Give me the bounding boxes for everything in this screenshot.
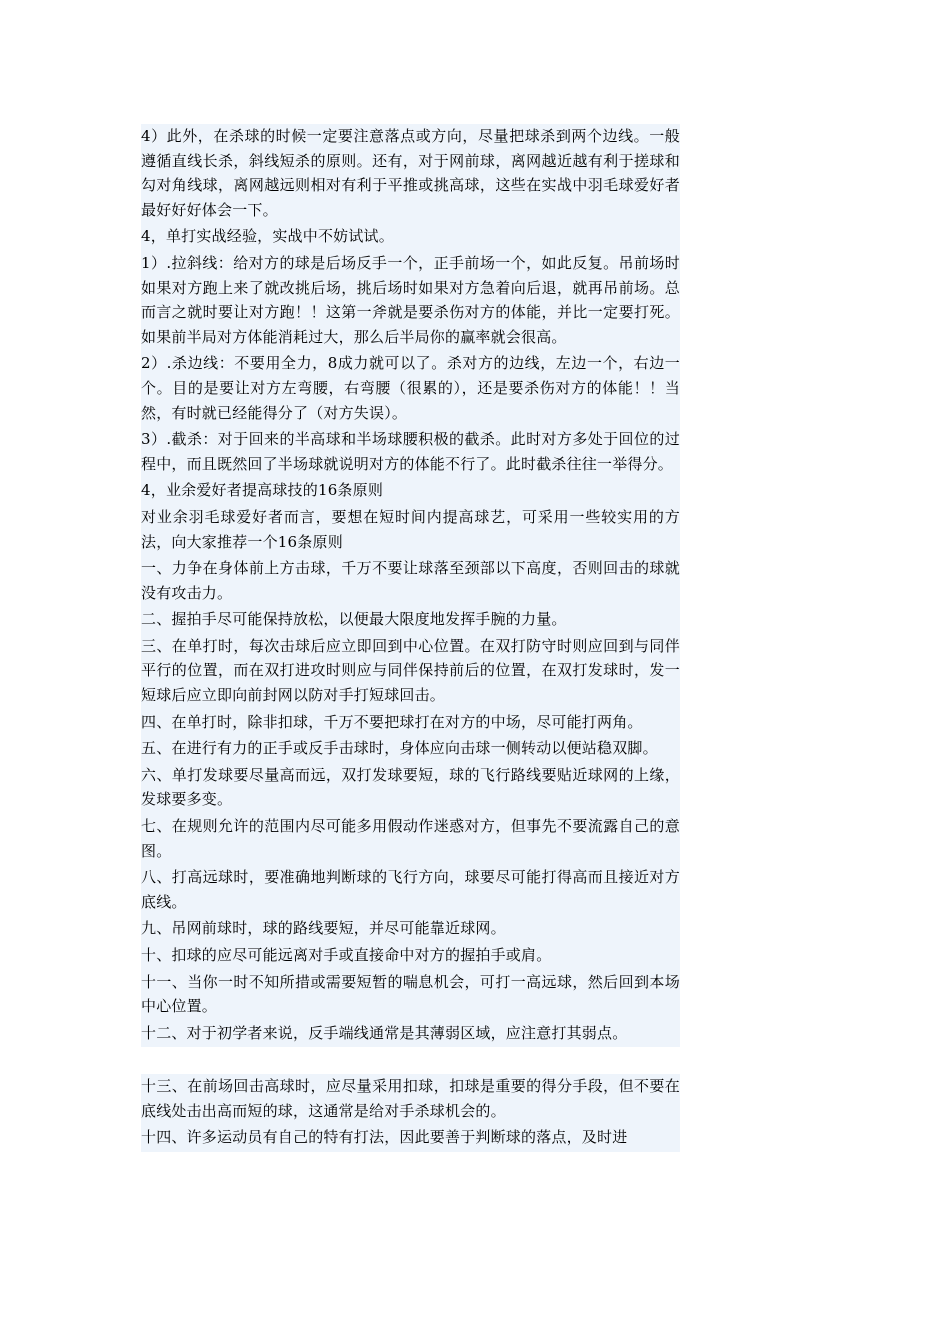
paragraph-smash-direction: 4）此外，在杀球的时候一定要注意落点或方向，尽量把球杀到两个边线。一般遵循直线长杀，斜线短杀的原则。还有，对于网前球，离网越近越有利于搓球和勾对角线球，离网越远则相对有利于平推或挑高球，这些在实战中羽毛球爱好者最好好好体会一下。 [141, 124, 680, 224]
principle-1: 一、力争在身体前上方击球，千万不要让球落至颈部以下高度，否则回击的球就没有攻击力。 [141, 556, 680, 607]
principle-2: 二、握拍手尽可能保持放松，以便最大限度地发挥手腕的力量。 [141, 607, 680, 634]
principle-12: 十二、对于初学者来说，反手端线通常是其薄弱区域，应注意打其弱点。 [141, 1021, 680, 1048]
heading-16-principles: 4，业余爱好者提高球技的16条原则 [141, 478, 680, 505]
principle-5: 五、在进行有力的正手或反手击球时，身体应向击球一侧转动以便站稳双脚。 [141, 736, 680, 763]
principle-13: 十三、在前场回击高球时，应尽量采用扣球，扣球是重要的得分手段，但不要在底线处击出高而短的球，这通常是给对手杀球机会的。 [141, 1074, 680, 1125]
principle-4: 四、在单打时，除非扣球，千万不要把球打在对方的中场，尽可能打两角。 [141, 710, 680, 737]
paragraph-diagonal: 1）.拉斜线：给对方的球是后场反手一个，正手前场一个，如此反复。吊前场时如果对方跑上来了就改挑后场，挑后场时如果对方急着向后退，就再吊前场。总而言之就时要让对方跑！！这第一斧就是要杀伤对方的体能，并比一定要打死。如果前半局对方体能消耗过大，那么后半局你的赢率就会很高。 [141, 251, 680, 351]
document-body [141, 124, 680, 1152]
principle-3: 三、在单打时，每次击球后应立即回到中心位置。在双打防守时则应回到与同伴平行的位置，而在双打进攻时则应与同伴保持前后的位置，在双打发球时，发一短球后应立即向前封网以防对手打短球回击。 [141, 634, 680, 710]
principle-10: 十、扣球的应尽可能远离对手或直接命中对方的握拍手或肩。 [141, 943, 680, 970]
principle-11: 十一、当你一时不知所措或需要短暂的喘息机会，可打一高远球，然后回到本场中心位置。 [141, 970, 680, 1021]
blank-line [141, 1047, 680, 1074]
principle-8: 八、打高远球时，要准确地判断球的飞行方向，球要尽可能打得高而且接近对方底线。 [141, 865, 680, 916]
paragraph-intro: 对业余羽毛球爱好者而言，要想在短时间内提高球艺，可采用一些较实用的方法，向大家推荐一个16条原则 [141, 505, 680, 556]
principle-6: 六、单打发球要尽量高而远，双打发球要短，球的飞行路线要贴近球网的上缘，发球要多变。 [141, 763, 680, 814]
principle-9: 九、吊网前球时，球的路线要短，并尽可能靠近球网。 [141, 916, 680, 943]
heading-singles-experience: 4，单打实战经验，实战中不妨试试。 [141, 224, 680, 251]
paragraph-sideline-smash: 2）.杀边线：不要用全力，8成力就可以了。杀对方的边线，左边一个，右边一个。目的是要让对方左弯腰，右弯腰（很累的），还是要杀伤对方的体能！！当然，有时就已经能得分了（对方失误）。 [141, 351, 680, 427]
principle-14: 十四、许多运动员有自己的特有打法，因此要善于判断球的落点，及时进 [141, 1125, 680, 1152]
paragraph-intercept: 3）.截杀：对于回来的半高球和半场球腰积极的截杀。此时对方多处于回位的过程中，而且既然回了半场球就说明对方的体能不行了。此时截杀往往一举得分。 [141, 427, 680, 478]
principle-7: 七、在规则允许的范围内尽可能多用假动作迷惑对方，但事先不要流露自己的意图。 [141, 814, 680, 865]
